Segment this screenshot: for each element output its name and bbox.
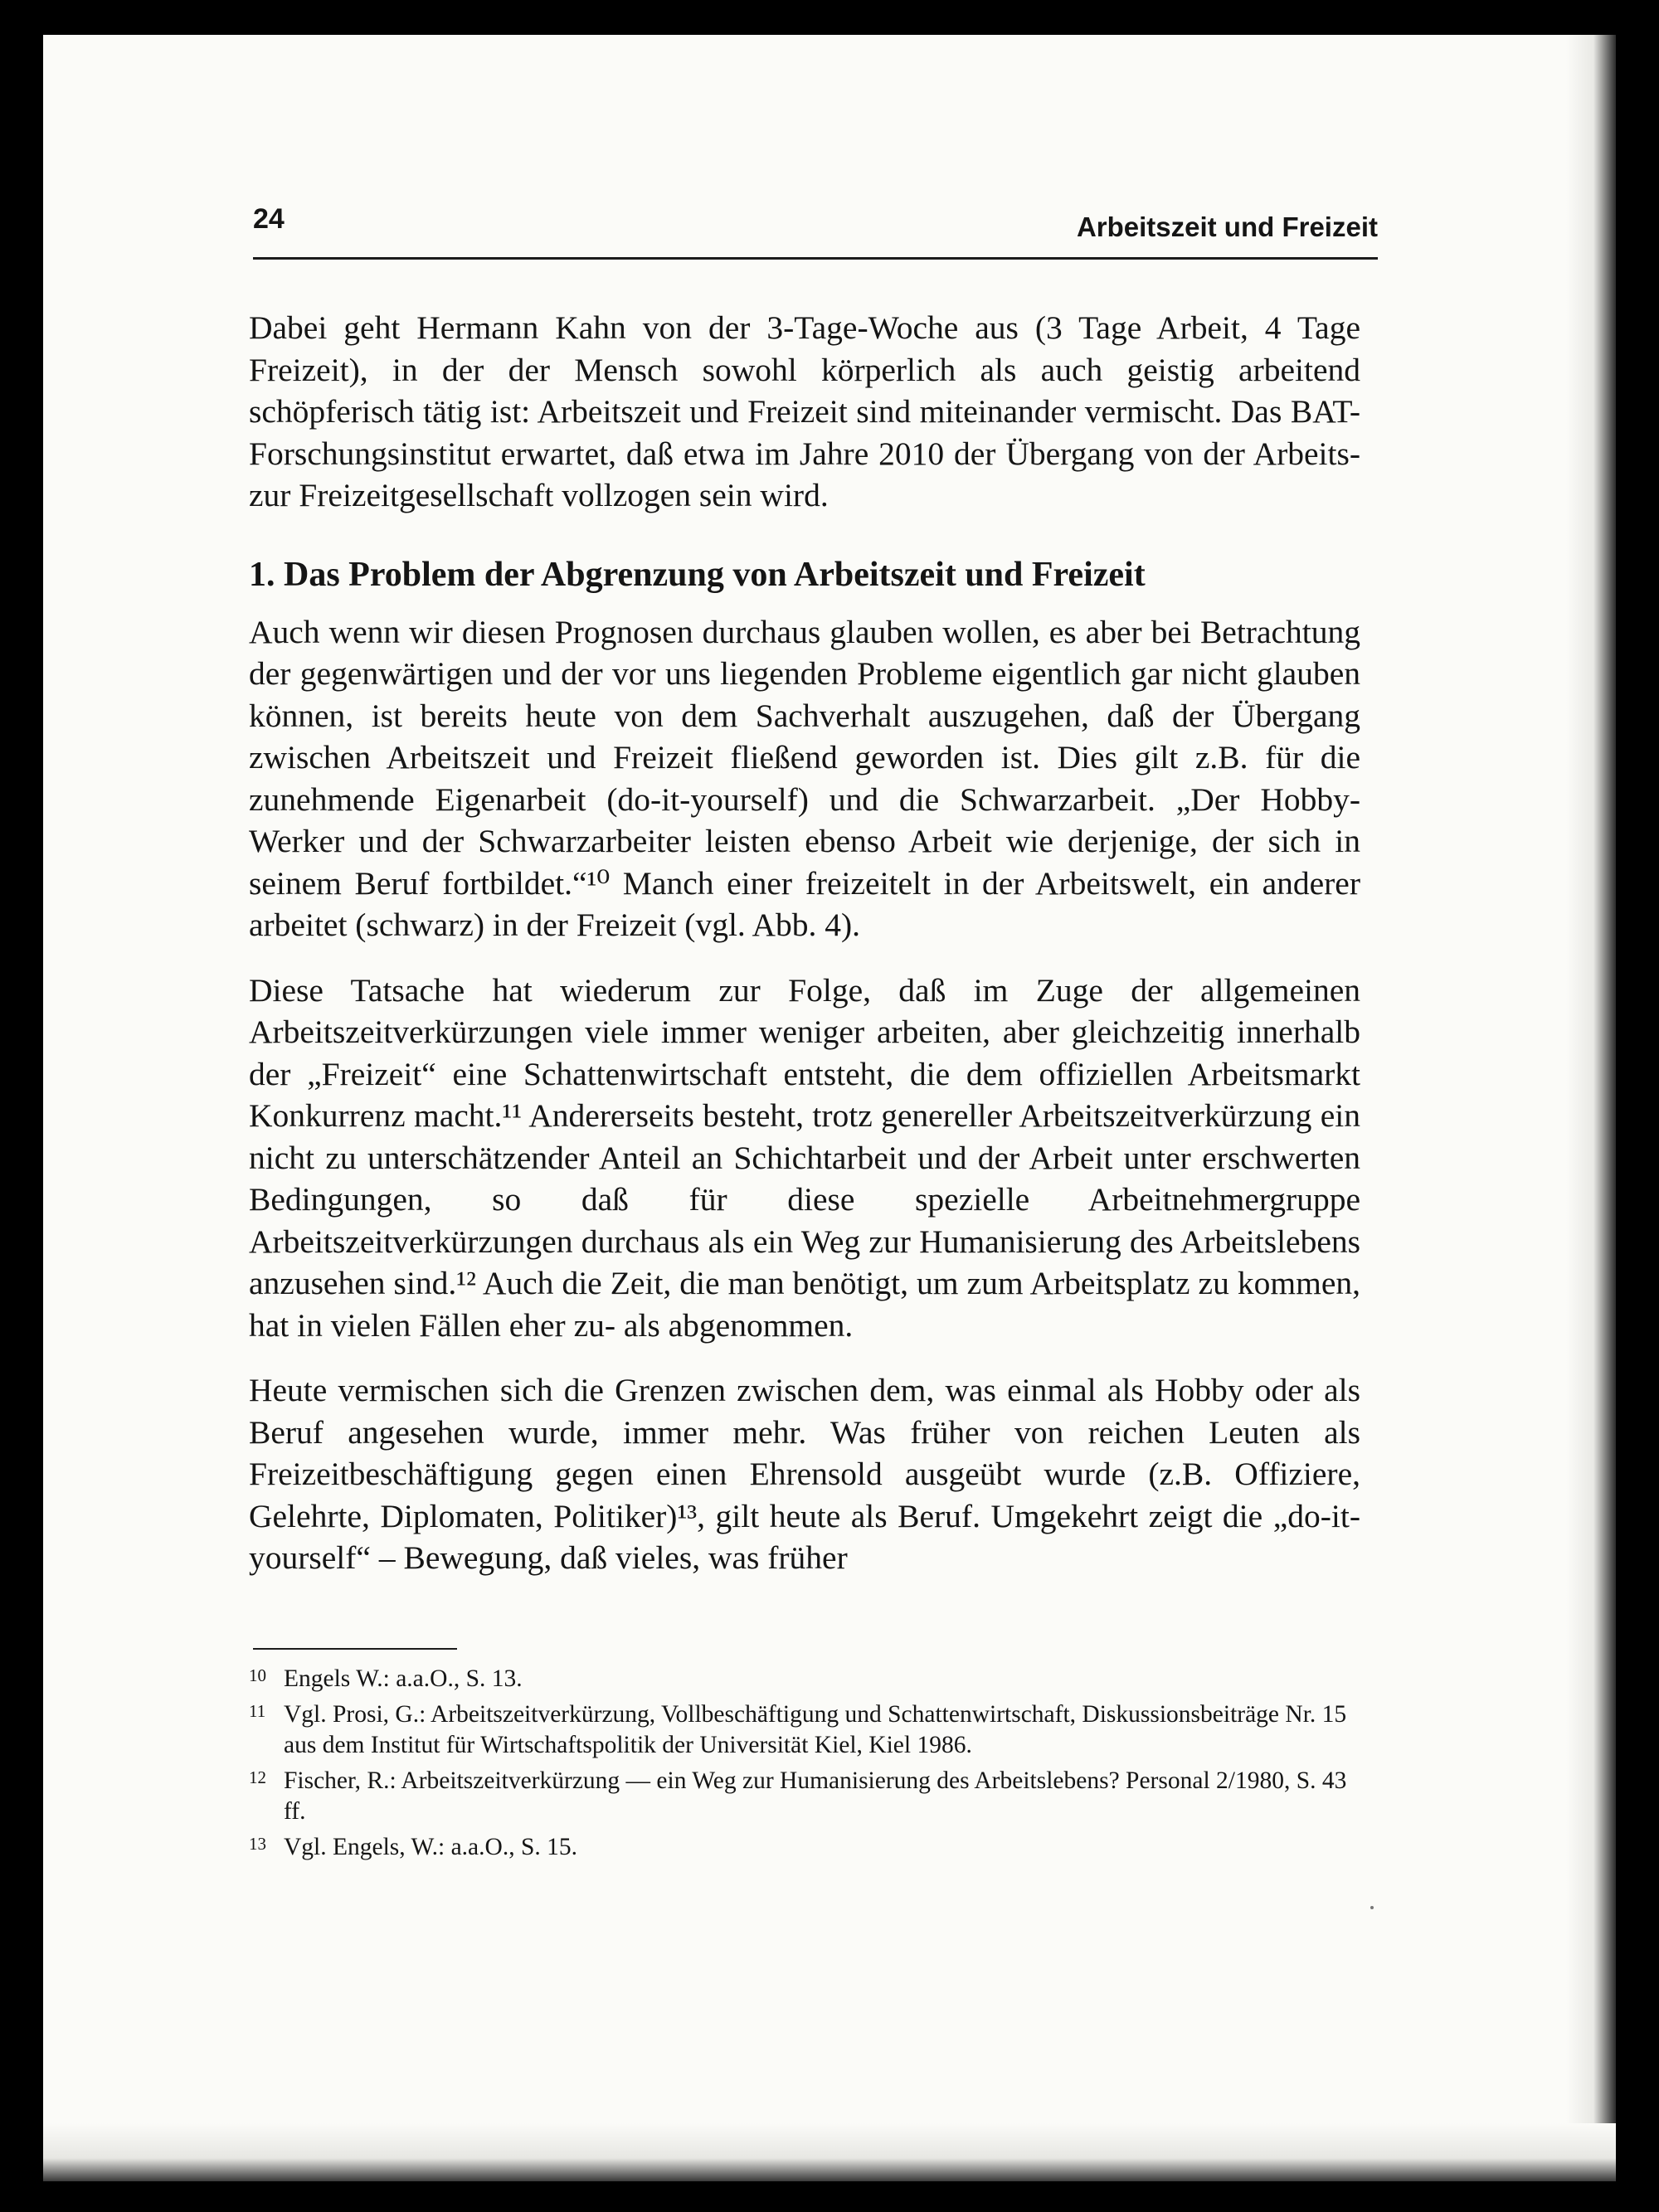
page-bottom-shadow [43,2123,1616,2181]
footnote-12 [249,1766,1360,1827]
footnote-text: Engels W.: a.a.O., S. 13. [284,1665,523,1692]
footnote-text: Fischer, R.: Arbeitszeitverkürzung — ein Weg zur Humanisierung des Arbeitslebens? Personal 2/1980, S. 43 ff. [284,1767,1347,1825]
footnote-text: Vgl. Prosi, G.: Arbeitszeitverkürzung, Vollbeschäftigung und Schattenwirtschaft, Diskussionsbeiträge Nr. 15 aus dem Institut für Wirtschaftspolitik der Universität Kiel, Kiel 1986. [284,1701,1347,1758]
footnote-rule [253,1648,457,1650]
intro-paragraph: Dabei geht Hermann Kahn von der 3-Tage-Woche aus (3 Tage Arbeit, 4 Tage Freizeit), in der der Mensch sowohl körperlich als auch geistig arbeitend schöpferisch tätig ist: Arbeitszeit und Freizeit sind miteinander vermischt. Das BAT-Forschungsinstitut erwartet, daß etwa im Jahre 2010 der Übergang von der Arbeits- zur Freizeitgesellschaft vollzogen sein wird. [249,309,1360,513]
paragraph-2: Diese Tatsache hat wiederum zur Folge, daß im Zuge der allgemeinen Arbeitszeitverkürzungen viele immer weniger arbeiten, aber gleichzeitig innerhalb der „Freizeit“ eine Schattenwirtschaft entsteht, die dem offiziellen Arbeitsmarkt Konkurrenz macht.¹¹ Andererseits besteht, trotz genereller Arbeitszeitverkürzung ein nicht zu unterschätzender Anteil an Schichtarbeit und der Arbeit unter erschwerten Bedingungen, so daß für diese spezielle Arbeitnehmergruppe Arbeitszeitverkürzungen durchaus als ein Weg zur Humanisierung des Arbeitslebens anzusehen sind.¹² Auch die Zeit, die man benötigt, um zum Arbeitsplatz zu kommen, hat in vielen Fällen eher zu- als abgenommen. [249,971,1360,1344]
footnote-11 [249,1699,1360,1761]
page-number: 24 [253,203,285,235]
paragraph-3: Heute vermischen sich die Grenzen zwischen dem, was einmal als Hobby oder als Beruf angesehen wurde, immer mehr. Was früher von reichen Leuten als Freizeitbeschäftigung gegen einen Ehrensold ausgeübt wurde (z.B. Offiziere, Gelehrte, Diplomaten, Politiker)¹³, gilt heute als Beruf. Umgekehrt zeigt die „do-it-yourself“ – Bewegung, daß vieles, was früher [249,1372,1360,1576]
page-header [253,178,1378,242]
print-speck [1370,1906,1374,1909]
paragraph-1: Auch wenn wir diesen Prognosen durchaus glauben wollen, es aber bei Betrachtung der gegenwärtigen und der vor uns liegenden Probleme eigentlich gar nicht glauben können, ist bereits heute von dem Sachverhalt auszugehen, daß der Übergang zwischen Arbeitszeit und Freizeit fließend geworden ist. Dies gilt z.B. für die zunehmende Eigenarbeit (do-it-yourself) und die Schwarzarbeit. „Der Hobby-Werker und der Schwarzarbeiter leisten ebenso Arbeit wie derjenige, der sich in seinem Beruf fortbildet.“¹⁰ Manch einer freizeitelt in der Arbeitswelt, ein anderer arbeitet (schwarz) in der Freizeit (vgl. Abb. 4). [249,613,1360,943]
footnote-10 [249,1664,1360,1694]
section-heading: 1. Das Problem der Abgrenzung von Arbeitszeit und Freizeit [249,555,1146,594]
footnote-number: 11 [249,1701,266,1721]
footnote-13 [249,1832,1360,1863]
main-text [249,307,1360,1579]
running-title: Arbeitszeit und Freizeit [1076,211,1378,242]
footnote-number: 12 [249,1767,266,1787]
footnotes [249,1664,1360,1868]
footnote-number: 10 [249,1665,266,1685]
footnote-text: Vgl. Engels, W.: a.a.O., S. 15. [284,1834,577,1860]
footnote-number: 13 [249,1834,266,1854]
header-rule [253,257,1378,260]
page-edge-shadow [1566,35,1616,2181]
